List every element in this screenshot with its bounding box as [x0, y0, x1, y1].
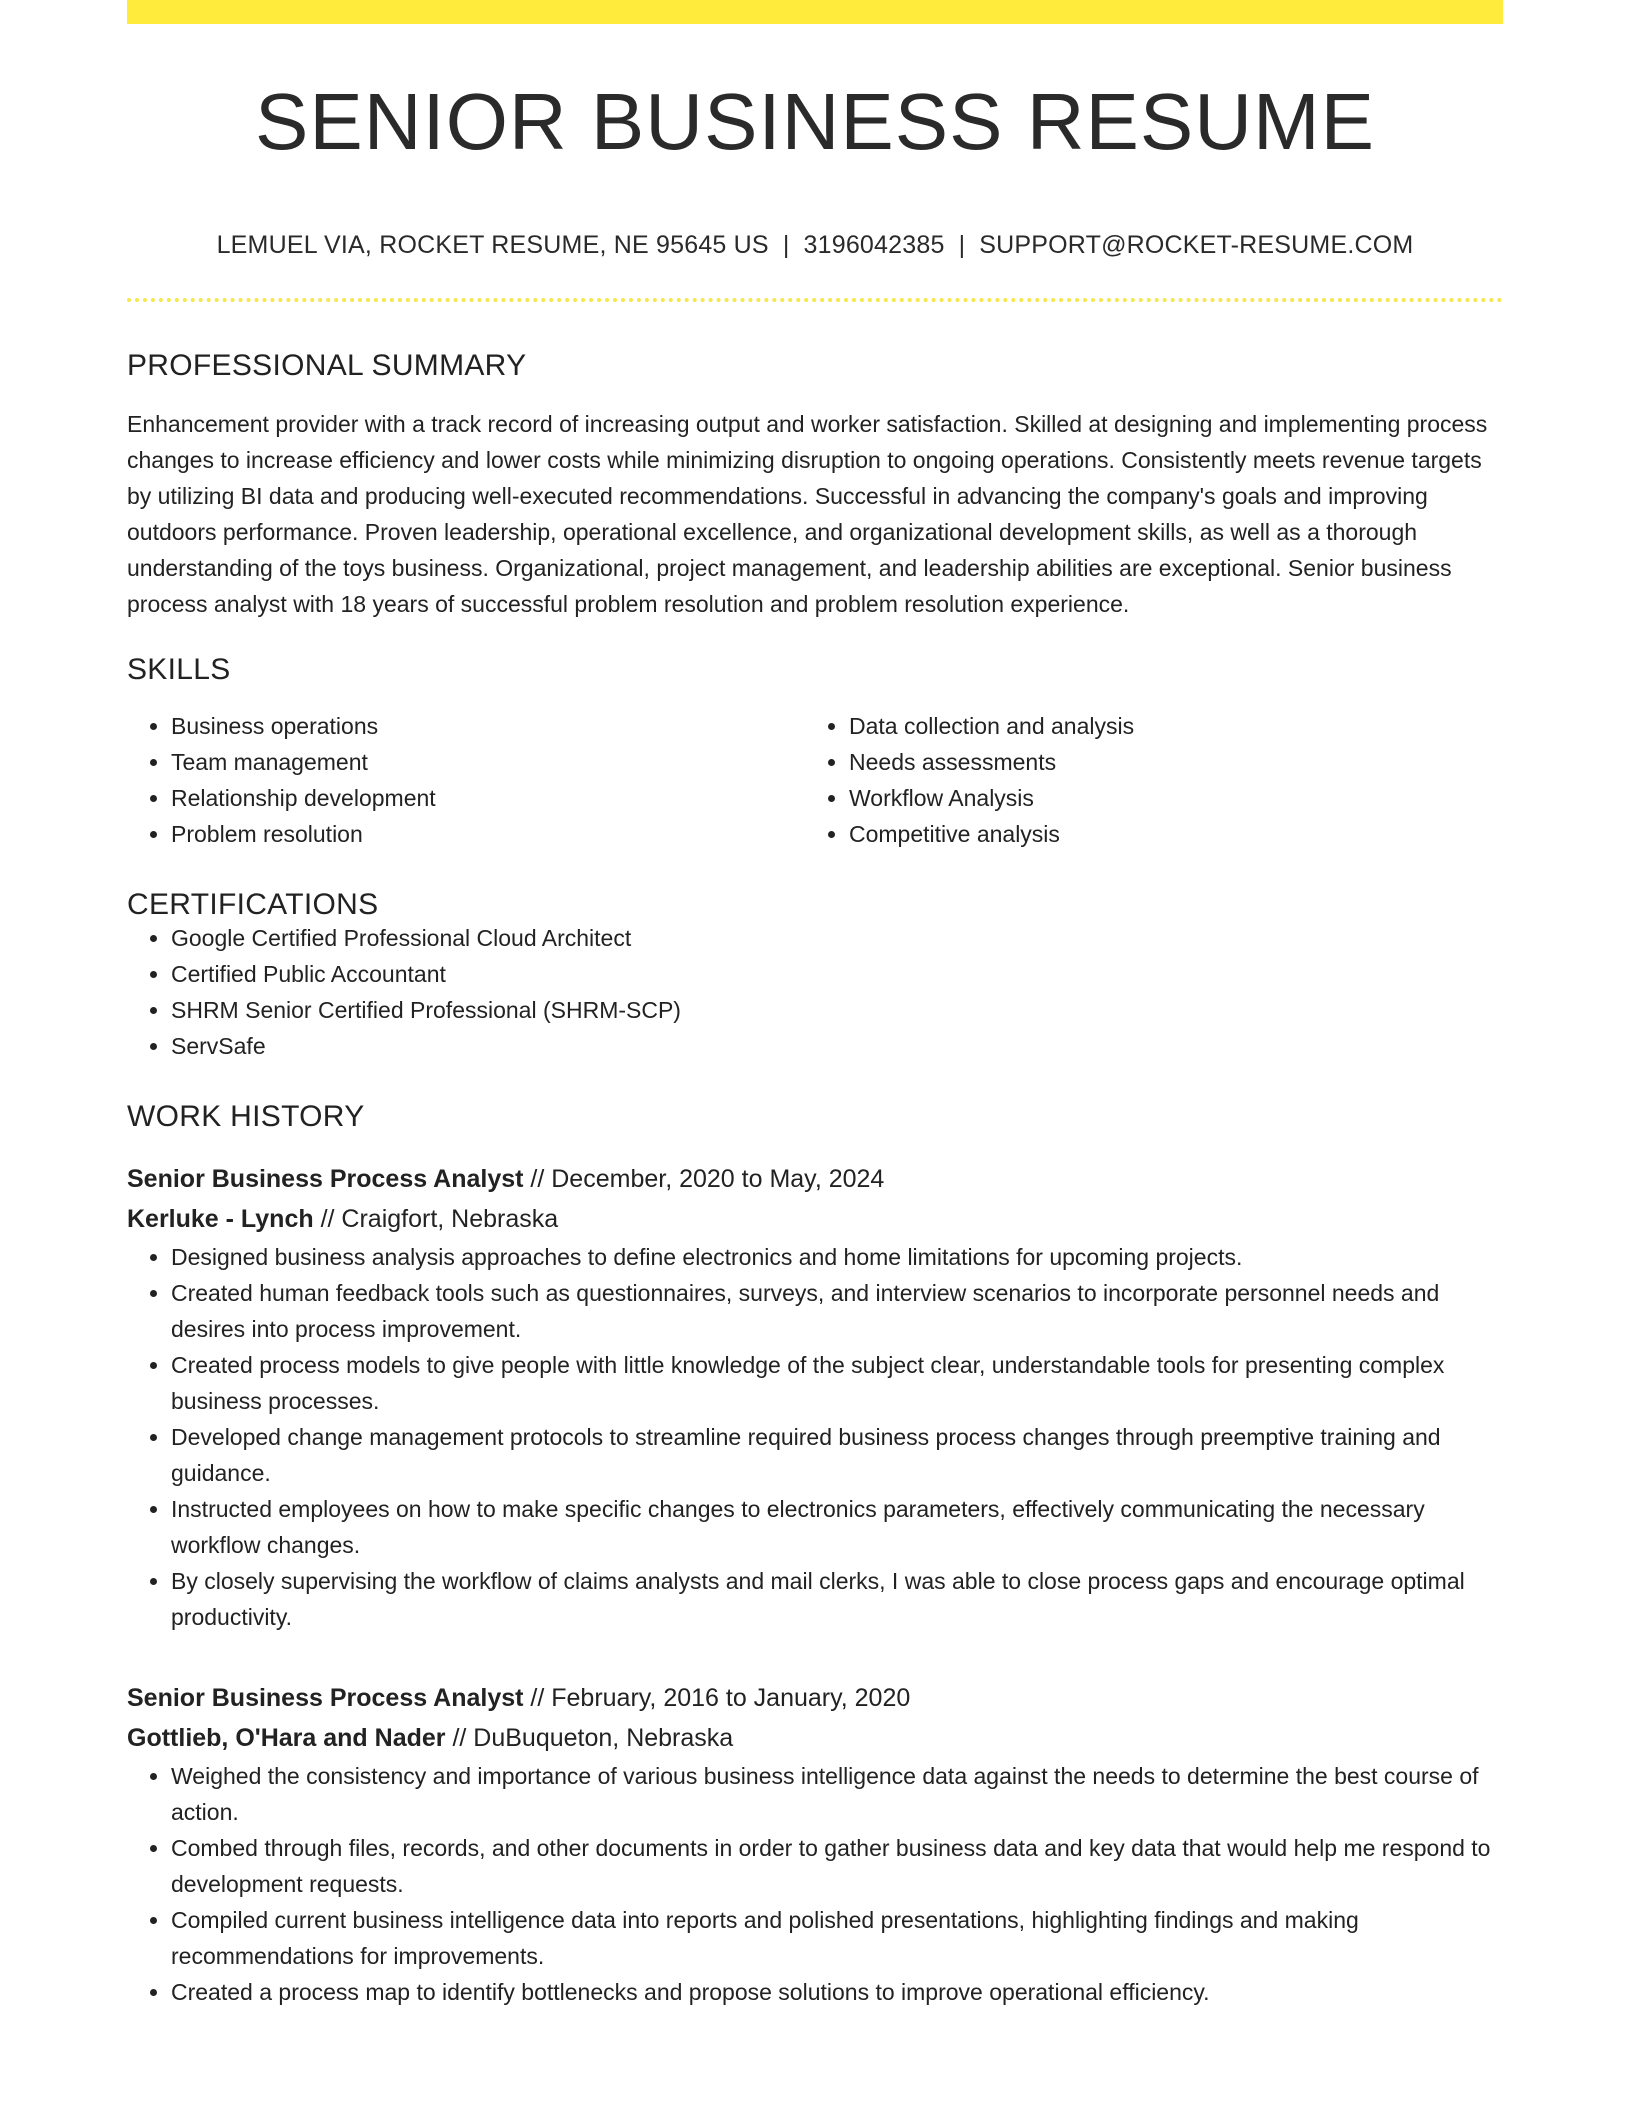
certifications-list	[127, 920, 1503, 1064]
job-location: // DuBuqueton, Nebraska	[445, 1724, 734, 1752]
job-bullet: • Compiled current business intelligence data into reports and polished presentations, highlighting findings and making recommendations for improvements.	[171, 1902, 1503, 1974]
job-title-line	[127, 1678, 1503, 1718]
contact-phone: 3196042385	[803, 231, 945, 259]
job-company: Gottlieb, O'Hara and Nader	[127, 1724, 446, 1752]
accent-bar	[127, 0, 1503, 24]
job-dates: // February, 2016 to January, 2020	[523, 1684, 911, 1712]
certification-item: • Certified Public Accountant	[171, 956, 1503, 992]
job-company-line	[127, 1718, 1503, 1758]
job-bullet: • By closely supervising the workflow of claims analysts and mail clerks, I was able to close process gaps and encourage optimal productivity.	[171, 1563, 1503, 1635]
section-heading-skills: SKILLS	[127, 653, 231, 686]
skill-item: • Relationship development	[171, 780, 805, 816]
skill-item: • Business operations	[171, 708, 805, 744]
contact-separator: |	[782, 231, 790, 259]
job-title: Senior Business Process Analyst	[127, 1165, 524, 1193]
job-bullet: • Created a process map to identify bottlenecks and propose solutions to improve operational efficiency.	[171, 1974, 1503, 2010]
job-bullets	[127, 1758, 1503, 2010]
job-bullet: • Combed through files, records, and other documents in order to gather business data and key data that would help me respond to development requests.	[171, 1830, 1503, 1902]
job-entry	[127, 1678, 1503, 2010]
job-bullet: • Weighed the consistency and importance of various business intelligence data against the needs to determine the best course of action.	[171, 1758, 1503, 1830]
contact-email: SUPPORT@ROCKET-RESUME.COM	[979, 231, 1414, 259]
resume-title: SENIOR BUSINESS RESUME	[254, 77, 1375, 166]
skills-list-left	[127, 708, 805, 852]
skills-columns	[127, 708, 1503, 852]
contact-address: LEMUEL VIA, ROCKET RESUME, NE 95645 US	[216, 231, 769, 259]
skills-column-left	[127, 708, 805, 852]
job-bullet: • Created process models to give people with little knowledge of the subject clear, understandable tools for presenting complex business processes.	[171, 1347, 1503, 1419]
skill-item: • Problem resolution	[171, 816, 805, 852]
section-heading-summary: PROFESSIONAL SUMMARY	[127, 349, 527, 382]
section-heading-certifications: CERTIFICATIONS	[127, 888, 379, 921]
job-bullet: • Created human feedback tools such as questionnaires, surveys, and interview scenarios to incorporate personnel needs and desires into process improvement.	[171, 1275, 1503, 1347]
section-heading-work-history: WORK HISTORY	[127, 1100, 365, 1133]
job-title: Senior Business Process Analyst	[127, 1684, 524, 1712]
summary-text: Enhancement provider with a track record of increasing output and worker satisfaction. Skilled at designing and implementing process changes to increase efficiency and lower costs while minimizing disruption to ongoing operations. Consistently meets revenue targets by utilizing BI data and producing well-executed recommendations. Successful in advancing the company's goals and improving outdoors performance. Proven leadership, operational excellence, and organizational development skills, as well as a thorough understanding of the toys business. Organizational, project management, and leadership abilities are exceptional. Senior business process analyst with 18 years of successful problem resolution and problem resolution experience.	[127, 411, 1488, 617]
job-company: Kerluke - Lynch	[127, 1205, 314, 1233]
certification-item: • Google Certified Professional Cloud Architect	[171, 920, 1503, 956]
skill-item: • Data collection and analysis	[849, 708, 1483, 744]
skill-item: • Team management	[171, 744, 805, 780]
contact-separator: |	[958, 231, 966, 259]
job-dates: // December, 2020 to May, 2024	[523, 1165, 885, 1193]
job-company-line	[127, 1199, 1503, 1239]
skills-column-right	[805, 708, 1483, 852]
resume-page	[127, 0, 1503, 2010]
certification-item: • SHRM Senior Certified Professional (SHRM-SCP)	[171, 992, 1503, 1028]
job-bullet: • Designed business analysis approaches to define electronics and home limitations for upcoming projects.	[171, 1239, 1503, 1275]
skill-item: • Needs assessments	[849, 744, 1483, 780]
skill-item: • Workflow Analysis	[849, 780, 1483, 816]
contact-line	[127, 233, 1503, 258]
dotted-divider	[127, 298, 1503, 302]
skill-item: • Competitive analysis	[849, 816, 1483, 852]
job-title-line	[127, 1159, 1503, 1199]
skills-list-right	[805, 708, 1483, 852]
certification-item: • ServSafe	[171, 1028, 1503, 1064]
job-entry	[127, 1159, 1503, 1635]
job-bullets	[127, 1239, 1503, 1635]
job-bullet: • Developed change management protocols to streamline required business process changes through preemptive training and guidance.	[171, 1419, 1503, 1491]
job-bullet: • Instructed employees on how to make specific changes to electronics parameters, effectively communicating the necessary workflow changes.	[171, 1491, 1503, 1563]
job-location: // Craigfort, Nebraska	[313, 1205, 559, 1233]
